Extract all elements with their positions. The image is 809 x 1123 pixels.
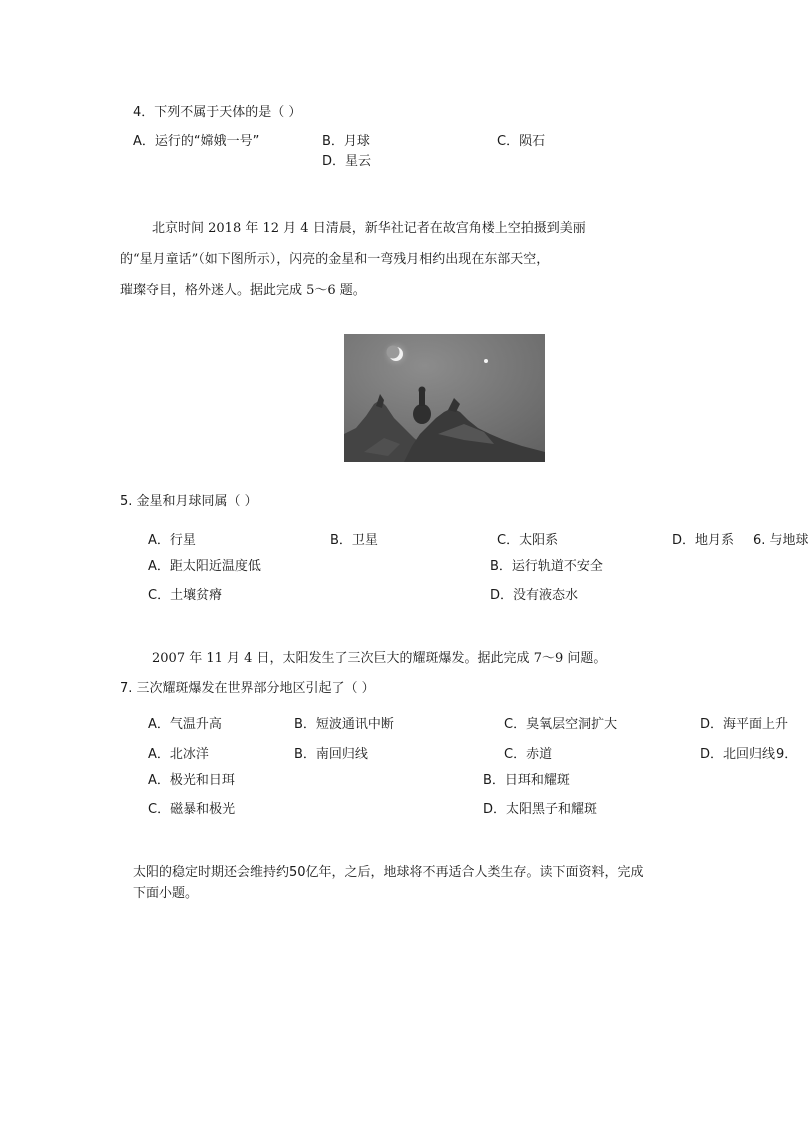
q5-option-d: D．地月系 <box>672 533 735 548</box>
q6-option-a: A．距太阳近温度低 <box>148 559 261 574</box>
q9-option-c: C．磁暴和极光 <box>148 802 236 817</box>
q7-option-d: D．海平面上升 <box>700 717 789 732</box>
q9-option-d: D．太阳黑子和耀斑 <box>483 802 598 817</box>
q4-stem: 4．下列不属于天体的是（ ） <box>133 105 302 120</box>
q4-option-a: A．运行的“嫦娥一号” <box>133 134 260 149</box>
q8-option-b: B．南回归线 <box>294 747 368 762</box>
passage1-line2: 的“星月童话”（如下图所示），闪亮的金星和一弯残月相约出现在东部天空， <box>120 252 550 267</box>
passage3-line1: 太阳的稳定时期还会维持约50亿年，之后，地球将不再适合人类生存。读下面资料，完成 <box>133 865 644 880</box>
q9-stem-fragment: 9． <box>776 747 798 762</box>
q8-option-a: A．北冰洋 <box>148 747 209 762</box>
q9-option-a: A．极光和日珥 <box>148 773 235 788</box>
q8-option-c: C．赤道 <box>504 747 553 762</box>
q4-option-b: B．月球 <box>322 134 370 149</box>
passage3-line2: 下面小题。 <box>133 886 199 901</box>
moon-venus-palace-photo <box>344 334 545 462</box>
q6-option-c: C．土壤贫瘠 <box>148 588 223 603</box>
q8-option-d: D．北回归线 <box>700 747 776 762</box>
q7-option-c: C．臭氧层空洞扩大 <box>504 717 618 732</box>
q6-option-d: D．没有液态水 <box>490 588 579 603</box>
q5-option-a: A．行星 <box>148 533 196 548</box>
passage1-line3: 璀璨夺目，格外迷人。据此完成 5～6 题。 <box>120 283 366 298</box>
passage1-line1: 北京时间 2018 年 12 月 4 日清晨，新华社记者在故宫角楼上空拍摄到美丽 <box>152 221 586 236</box>
q6-stem-fragment: 6. 与地球 <box>753 533 809 548</box>
q7-stem: 7. 三次耀斑爆发在世界部分地区引起了（ ） <box>120 681 375 696</box>
q5-stem: 5. 金星和月球同属（ ） <box>120 494 258 509</box>
q5-option-c: C．太阳系 <box>497 533 559 548</box>
q9-option-b: B．日珥和耀斑 <box>483 773 570 788</box>
q7-option-b: B．短波通讯中断 <box>294 717 394 732</box>
passage2-line1: 2007 年 11 月 4 日，太阳发生了三次巨大的耀斑爆发。据此完成 7～9 问题。 <box>152 651 607 666</box>
q5-option-b: B．卫星 <box>330 533 378 548</box>
q7-option-a: A．气温升高 <box>148 717 222 732</box>
venus-star-icon <box>484 359 488 363</box>
q6-option-b: B．运行轨道不安全 <box>490 559 603 574</box>
q4-option-c: C．陨石 <box>497 134 546 149</box>
q4-option-d: D．星云 <box>322 154 372 169</box>
